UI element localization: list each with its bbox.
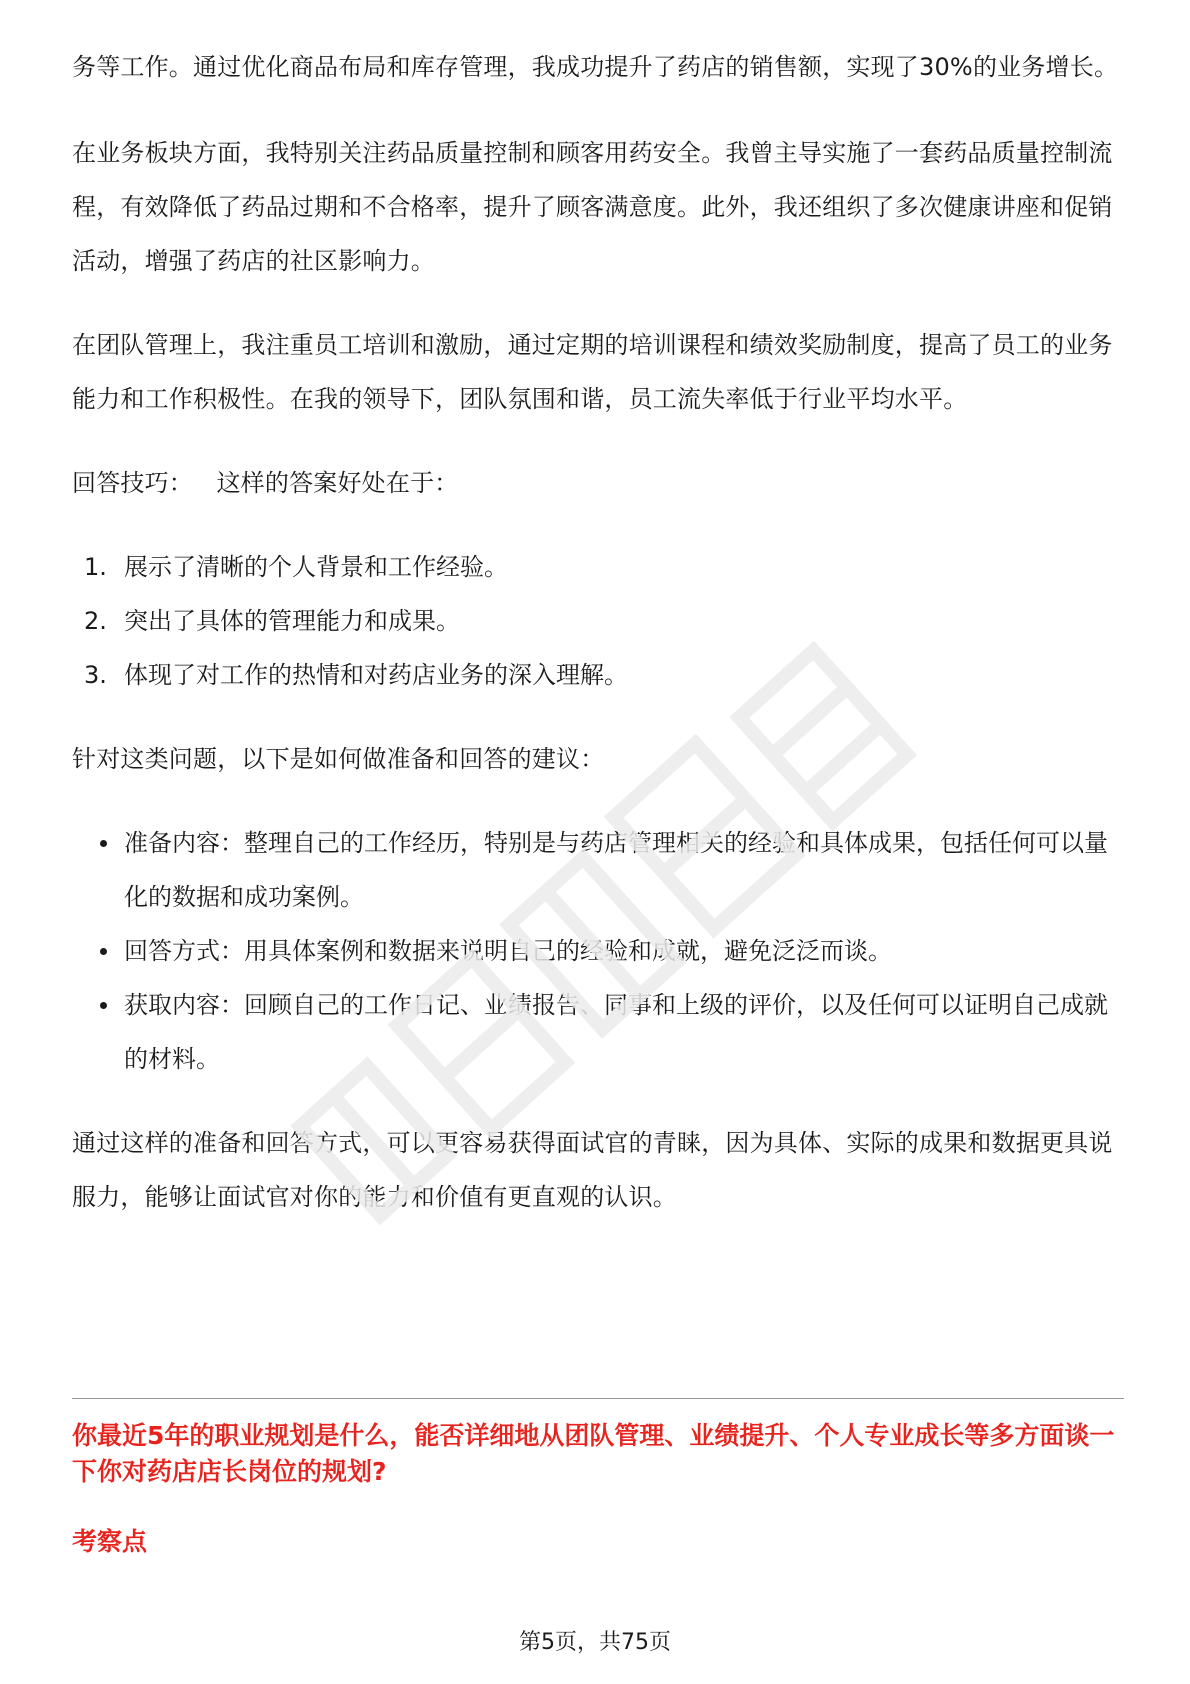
- tips-intro: 回答技巧： 这样的答案好处在于：: [72, 469, 459, 497]
- list-number: 1.: [84, 553, 107, 581]
- section-divider: [72, 1398, 1124, 1399]
- list-item-text: 展示了清晰的个人背景和工作经验。: [124, 553, 508, 581]
- list-item-text: 获取内容：回顾自己的工作日记、业绩报告、同事和上级的评价，以及任何可以证明自己成就的材料。: [124, 991, 1108, 1073]
- list-number: 2.: [84, 607, 107, 635]
- bullet-icon: [100, 1002, 107, 1009]
- list-item: [72, 978, 1124, 1086]
- bullet-icon: [100, 948, 107, 955]
- section-label: 考察点: [72, 1527, 148, 1556]
- list-number: 3.: [84, 661, 107, 689]
- paragraph-achievements: 务等工作。通过优化商品布局和库存管理，我成功提升了药店的销售额，实现了30%的业务增长。: [72, 53, 1119, 81]
- bullet-icon: [100, 840, 107, 847]
- next-question-title: 你最近5年的职业规划是什么，能否详细地从团队管理、业绩提升、个人专业成长等多方面谈一下你对药店店长岗位的规划?: [72, 1421, 1115, 1486]
- list-item: [72, 816, 1124, 924]
- list-item: [72, 648, 1124, 702]
- list-item-text: 突出了具体的管理能力和成果。: [124, 607, 460, 635]
- paragraph-team: 在团队管理上，我注重员工培训和激励，通过定期的培训课程和绩效奖励制度，提高了员工的业务能力和工作积极性。在我的领导下，团队氛围和谐，员工流失率低于行业平均水平。: [72, 331, 1113, 413]
- advice-list: [72, 816, 1124, 1086]
- paragraph-business: 在业务板块方面，我特别关注药品质量控制和顾客用药安全。我曾主导实施了一套药品质量控制流程，有效降低了药品过期和不合格率，提升了顾客满意度。此外，我还组织了多次健康讲座和促销活动，增强了药店的社区影响力。: [72, 139, 1113, 275]
- advice-intro: 针对这类问题，以下是如何做准备和回答的建议：: [72, 745, 605, 773]
- tips-list: [72, 540, 1124, 702]
- list-item-text: 回答方式：用具体案例和数据来说明自己的经验和成就，避免泛泛而谈。: [124, 937, 892, 965]
- list-item: [72, 540, 1124, 594]
- list-item: [72, 594, 1124, 648]
- list-item: [72, 924, 1124, 978]
- paragraph-conclusion: 通过这样的准备和回答方式，可以更容易获得面试官的青睐，因为具体、实际的成果和数据更具说服力，能够让面试官对你的能力和价值有更直观的认识。: [72, 1129, 1113, 1211]
- document-body: [72, 40, 1124, 1254]
- list-item-text: 准备内容：整理自己的工作经历，特别是与药店管理相关的经验和具体成果，包括任何可以量化的数据和成功案例。: [124, 829, 1108, 911]
- page-number: 第5页，共75页: [519, 1630, 671, 1655]
- list-item-text: 体现了对工作的热情和对药店业务的深入理解。: [124, 661, 628, 689]
